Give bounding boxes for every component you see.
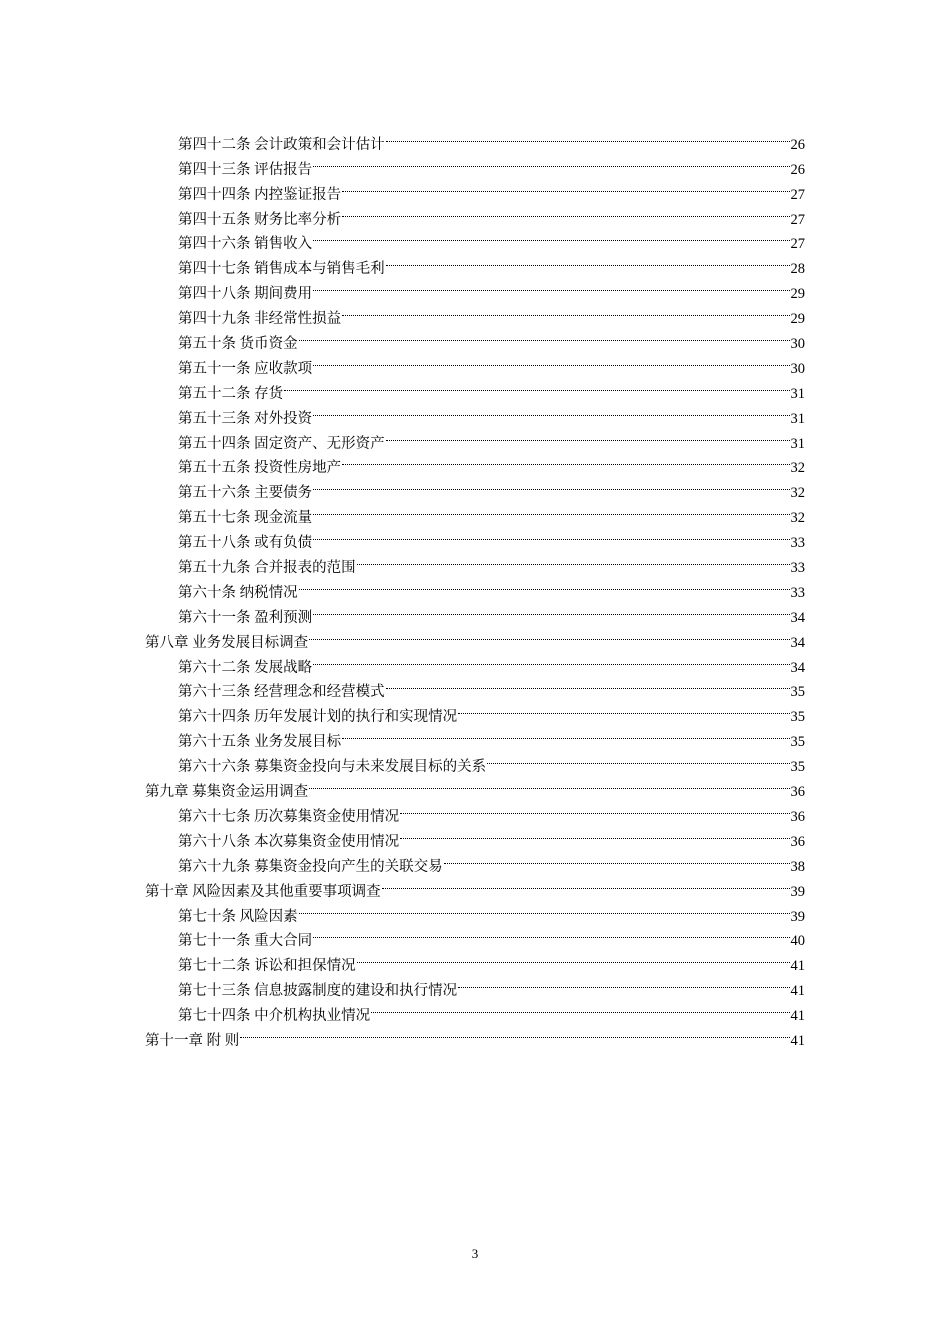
toc-dot-leader [298, 896, 791, 921]
toc-dot-leader [341, 721, 790, 746]
toc-article-entry[interactable] [0, 696, 950, 726]
toc-entry-title: 第七十条 风险因素 [178, 905, 298, 930]
toc-entry-title: 第四十六条 销售收入 [178, 232, 312, 257]
toc-article-entry[interactable] [0, 672, 950, 701]
toc-entry-title: 第五十一条 应收款项 [178, 357, 312, 382]
toc-dot-leader [239, 1020, 790, 1045]
toc-article-entry[interactable] [0, 373, 950, 402]
toc-entry-page: 35 [790, 709, 805, 726]
toc-article-entry[interactable] [0, 398, 950, 427]
toc-dot-leader [385, 124, 791, 149]
toc-entry-line [145, 1020, 805, 1054]
toc-entry-title: 第六十一条 盈利预测 [178, 606, 312, 631]
toc-entry-title: 第四十三条 评估报告 [178, 158, 312, 183]
toc-entry-title: 第四十二条 会计政策和会计估计 [178, 133, 385, 158]
toc-dot-leader [312, 522, 790, 547]
toc-dot-leader [312, 597, 790, 622]
toc-dot-leader [312, 149, 790, 174]
toc-article-entry[interactable] [0, 721, 950, 751]
toc-entry-title: 第九章 募集资金运用调查 [145, 780, 308, 805]
toc-entry-title: 第四十四条 内控鉴证报告 [178, 183, 341, 208]
toc-dot-leader [308, 622, 790, 647]
toc-entry-page: 27 [790, 211, 805, 228]
toc-dot-leader [443, 846, 791, 871]
toc-article-entry[interactable] [0, 248, 950, 278]
toc-dot-leader [341, 199, 790, 224]
toc-article-entry[interactable] [0, 199, 950, 228]
toc-entry-title: 第五十六条 主要债务 [178, 481, 312, 506]
toc-entry-title: 第六十四条 历年发展计划的执行和实现情况 [178, 705, 457, 730]
toc-entry-page: 26 [790, 161, 805, 178]
toc-entry-title: 第六十六条 募集资金投向与未来发展目标的关系 [178, 755, 486, 780]
toc-dot-leader [298, 323, 791, 348]
toc-entry-page: 26 [790, 136, 805, 153]
toc-article-entry[interactable] [0, 921, 950, 950]
toc-entry-title: 第十一章 附 则 [145, 1029, 239, 1054]
toc-article-entry[interactable] [0, 448, 950, 477]
toc-dot-leader [341, 298, 790, 323]
toc-entry-page: 35 [790, 684, 805, 701]
toc-entry-page: 34 [790, 659, 805, 676]
toc-dot-leader [312, 921, 790, 946]
toc-entry-title: 第四十九条 非经常性损益 [178, 307, 341, 332]
toc-entry-page: 27 [790, 236, 805, 253]
toc-dot-leader [341, 448, 790, 473]
toc-entry-title: 第五十九条 合并报表的范围 [178, 556, 356, 581]
toc-article-entry[interactable] [0, 273, 950, 303]
toc-entry-page: 31 [790, 385, 805, 402]
toc-article-entry[interactable] [0, 323, 950, 353]
toc-dot-leader [312, 224, 790, 249]
toc-entry-title: 第五十八条 或有负债 [178, 531, 312, 556]
toc-dot-leader [312, 398, 790, 423]
toc-chapter-entry[interactable] [0, 622, 950, 651]
toc-article-entry[interactable] [0, 348, 950, 377]
toc-entry-page: 41 [790, 1032, 805, 1049]
toc-entry-page: 40 [790, 933, 805, 950]
toc-chapter-entry[interactable] [0, 771, 950, 801]
toc-entry-title: 第六十五条 业务发展目标 [178, 730, 341, 755]
toc-dot-leader [356, 547, 791, 572]
toc-article-entry[interactable] [0, 124, 950, 153]
toc-entry-page: 27 [790, 186, 805, 203]
toc-entry-page: 39 [790, 908, 805, 925]
toc-dot-leader [457, 696, 790, 721]
toc-entry-page: 33 [790, 584, 805, 601]
toc-article-entry[interactable] [0, 945, 950, 975]
toc-entry-title: 第七十一条 重大合同 [178, 929, 312, 954]
toc-entry-title: 第六十八条 本次募集资金使用情况 [178, 830, 399, 855]
toc-entry-page: 39 [790, 883, 805, 900]
toc-article-entry[interactable] [0, 846, 950, 875]
toc-dot-leader [312, 273, 790, 298]
toc-entry-title: 第五十条 货币资金 [178, 332, 298, 357]
toc-entry-title: 第五十二条 存货 [178, 382, 283, 407]
toc-entry-title: 第五十四条 固定资产、无形资产 [178, 432, 385, 457]
toc-entry-page: 33 [790, 535, 805, 552]
toc-dot-leader [298, 572, 791, 597]
toc-dot-leader [385, 672, 791, 697]
toc-entry-page: 41 [790, 1008, 805, 1025]
toc-entry-page: 33 [790, 560, 805, 577]
toc-entry-title: 第四十五条 财务比率分析 [178, 208, 341, 233]
toc-article-entry[interactable] [0, 149, 950, 178]
toc-entry-page: 35 [790, 734, 805, 751]
toc-entry-title: 第六十二条 发展战略 [178, 656, 312, 681]
toc-entry-page: 31 [790, 410, 805, 427]
toc-article-entry[interactable] [0, 995, 950, 1025]
toc-article-entry[interactable] [0, 547, 950, 577]
toc-entry-title: 第五十七条 现金流量 [178, 506, 312, 531]
table-of-contents [0, 124, 950, 1049]
toc-article-entry[interactable] [0, 896, 950, 925]
toc-entry-title: 第七十四条 中介机构执业情况 [178, 1004, 370, 1029]
toc-article-entry[interactable] [0, 597, 950, 626]
toc-article-entry[interactable] [0, 970, 950, 1000]
toc-dot-leader [381, 871, 791, 896]
toc-entry-page: 30 [790, 360, 805, 377]
toc-entry-page: 36 [790, 784, 805, 801]
toc-entry-page: 30 [790, 336, 805, 353]
toc-dot-leader [486, 746, 790, 771]
toc-entry-page: 34 [790, 609, 805, 626]
toc-article-entry[interactable] [0, 522, 950, 552]
toc-dot-leader [356, 945, 791, 970]
toc-dot-leader [312, 497, 790, 522]
toc-article-entry[interactable] [0, 423, 950, 452]
toc-dot-leader [308, 771, 790, 796]
toc-article-entry[interactable] [0, 821, 950, 850]
toc-chapter-entry[interactable] [0, 871, 950, 900]
toc-entry-page: 34 [790, 634, 805, 651]
toc-entry-title: 第五十三条 对外投资 [178, 407, 312, 432]
toc-entry-title: 第四十八条 期间费用 [178, 282, 312, 307]
toc-entry-title: 第七十二条 诉讼和担保情况 [178, 954, 356, 979]
toc-entry-title: 第六十九条 募集资金投向产生的关联交易 [178, 855, 443, 880]
toc-dot-leader [312, 348, 790, 373]
toc-entry-title: 第六十三条 经营理念和经营模式 [178, 680, 385, 705]
page-number: 3 [471, 1246, 479, 1261]
toc-article-entry[interactable] [0, 647, 950, 676]
toc-article-entry[interactable] [0, 497, 950, 527]
toc-entry-title: 第八章 业务发展目标调查 [145, 631, 308, 656]
toc-entry-page: 41 [790, 983, 805, 1000]
toc-entry-page: 32 [790, 510, 805, 527]
toc-article-entry[interactable] [0, 746, 950, 776]
toc-dot-leader [370, 995, 790, 1020]
toc-dot-leader [312, 647, 790, 672]
toc-dot-leader [399, 796, 790, 821]
toc-entry-title: 第五十五条 投资性房地产 [178, 456, 341, 481]
toc-entry-page: 32 [790, 460, 805, 477]
toc-entry-title: 第四十七条 销售成本与销售毛利 [178, 257, 385, 282]
toc-dot-leader [341, 174, 790, 199]
toc-entry-page: 36 [790, 808, 805, 825]
toc-entry-page: 41 [790, 958, 805, 975]
toc-dot-leader [385, 248, 791, 273]
toc-article-entry[interactable] [0, 174, 950, 203]
toc-article-entry[interactable] [0, 572, 950, 601]
toc-entry-page: 29 [790, 286, 805, 303]
toc-article-entry[interactable] [0, 796, 950, 825]
toc-article-entry[interactable] [0, 224, 950, 253]
toc-entry-page: 38 [790, 858, 805, 875]
toc-dot-leader [457, 970, 790, 995]
toc-entry-title: 第六十七条 历次募集资金使用情况 [178, 805, 399, 830]
toc-dot-leader [399, 821, 790, 846]
toc-chapter-entry[interactable] [0, 1020, 950, 1049]
toc-dot-leader [283, 373, 790, 398]
toc-dot-leader [312, 472, 790, 497]
toc-entry-page: 36 [790, 833, 805, 850]
toc-entry-title: 第十章 风险因素及其他重要事项调查 [145, 880, 381, 905]
toc-entry-page: 29 [790, 311, 805, 328]
toc-article-entry[interactable] [0, 298, 950, 328]
toc-dot-leader [385, 423, 791, 448]
toc-entry-title: 第六十条 纳税情况 [178, 581, 298, 606]
toc-entry-title: 第七十三条 信息披露制度的建设和执行情况 [178, 979, 457, 1004]
toc-entry-page: 31 [790, 435, 805, 452]
toc-entry-page: 28 [790, 261, 805, 278]
toc-entry-page: 32 [790, 485, 805, 502]
toc-entry-page: 35 [790, 759, 805, 776]
toc-article-entry[interactable] [0, 472, 950, 502]
